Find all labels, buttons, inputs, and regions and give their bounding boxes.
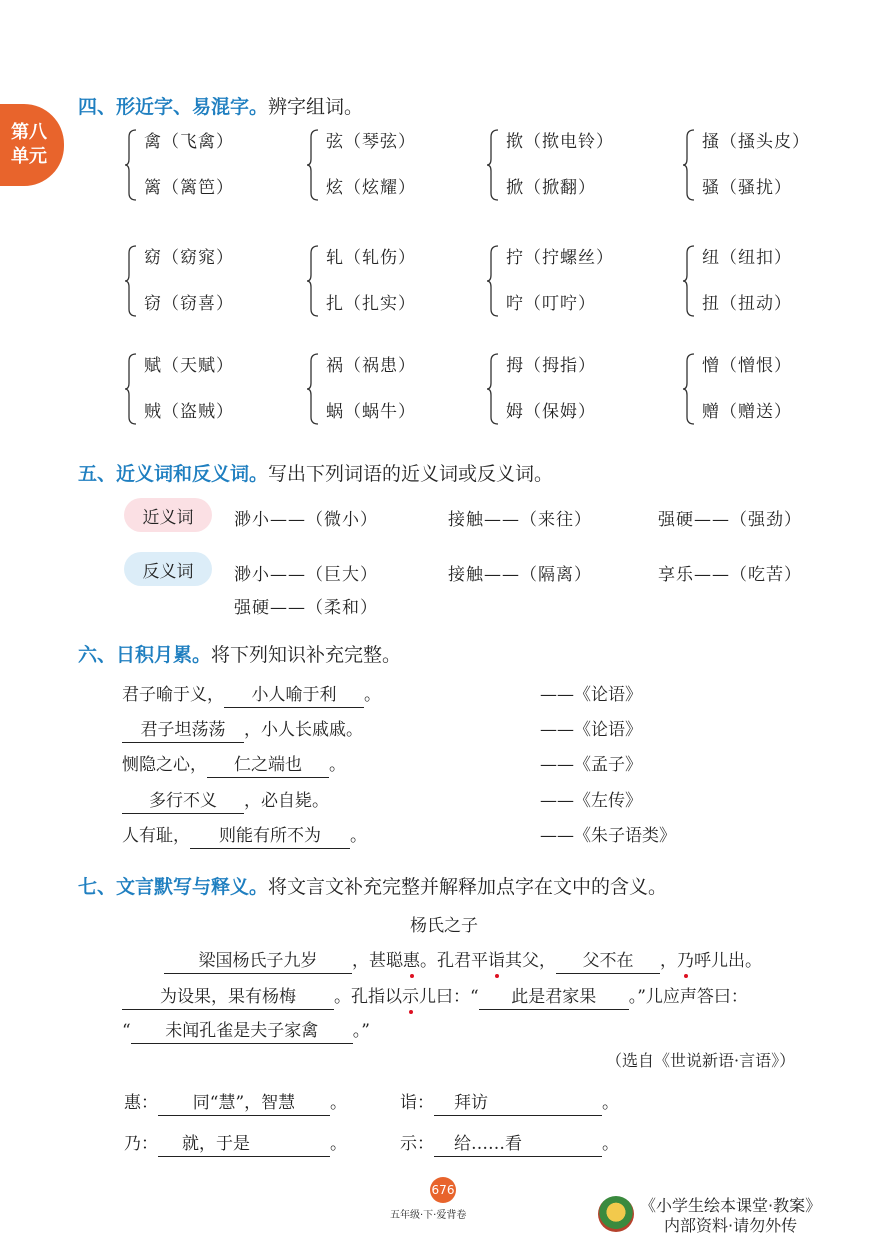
char-pair — [486, 243, 676, 323]
passage-source: （选自《世说新语·言语》） — [606, 1051, 796, 1070]
publisher-logo-icon — [598, 1196, 634, 1232]
page-number: 676 — [430, 1177, 456, 1203]
passage-text: 。”儿应声答曰： — [628, 987, 748, 1007]
quote-answer: 则能有所不为 — [190, 824, 350, 849]
section5-desc: 写出下列词语的近义词或反义词。 — [268, 463, 554, 485]
pair-bottom: 骚（骚扰） — [702, 178, 792, 198]
char-pair — [306, 127, 496, 207]
pair-top: 窈（窈窕） — [144, 248, 234, 268]
passage-text: ， — [660, 951, 677, 971]
passage-line-1 — [164, 946, 762, 974]
brace-icon — [682, 353, 696, 425]
passage-text: 其父， — [505, 951, 556, 971]
section6-heading: 六、日积月累。 — [78, 644, 212, 666]
section5-title — [78, 459, 553, 486]
passage-text: 儿曰：“ — [419, 987, 479, 1007]
section5-heading: 五、近义词和反义词。 — [78, 463, 269, 485]
pair-bottom: 窃（窃喜） — [144, 294, 234, 314]
brand-line-2: 内部资料·请勿外传 — [664, 1216, 798, 1235]
quote-answer: 仁之端也 — [207, 753, 329, 778]
definition-char: 示： — [400, 1134, 434, 1154]
pair-top: 憎（憎恨） — [702, 356, 792, 376]
definition-row — [124, 1088, 347, 1116]
section6-title — [78, 640, 401, 667]
definition-row — [400, 1088, 619, 1116]
char-pair — [682, 127, 872, 207]
quote-row — [122, 680, 381, 708]
brace-icon — [306, 353, 320, 425]
brace-icon — [486, 245, 500, 317]
passage-blank: 为设果，果有杨梅 — [122, 985, 334, 1010]
unit-tab — [0, 104, 64, 186]
pair-bottom: 赠（赠送） — [702, 402, 792, 422]
brace-icon — [306, 129, 320, 201]
quote-row — [122, 786, 329, 814]
antonym-item: 享乐——（吃苦） — [658, 565, 802, 585]
passage-title: 杨氏之子 — [410, 916, 478, 936]
section7-heading: 七、文言默写与释义。 — [78, 876, 269, 898]
brace-icon — [124, 129, 138, 201]
quote-answer: 小人喻于利 — [224, 683, 364, 708]
section7-title — [78, 872, 667, 899]
pair-top: 纽（纽扣） — [702, 248, 792, 268]
section4-title — [78, 92, 363, 119]
brand-line-1: 《小学生绘本课堂·教案》 — [640, 1196, 822, 1215]
quote-source: ——《左传》 — [540, 791, 642, 811]
passage-text: 。” — [352, 1021, 370, 1041]
definition-end: 。 — [602, 1134, 619, 1154]
grade-label: 五年级·下·爱背卷 — [390, 1210, 467, 1221]
antonym-item: 渺小——（巨大） — [234, 565, 378, 585]
quote-post: ，小人长戚戚。 — [244, 720, 363, 740]
synonym-tag: 近义词 — [124, 498, 212, 532]
passage-blank: 父不在 — [556, 949, 660, 974]
pair-top: 拧（拧螺丝） — [506, 248, 614, 268]
char-pair — [486, 127, 676, 207]
section7-desc: 将文言文补充完整并解释加点字在文中的含义。 — [268, 876, 668, 898]
definition-end: 。 — [330, 1134, 347, 1154]
dotted-char: 示 — [402, 982, 419, 1007]
section4-heading: 四、形近字、易混字。 — [78, 96, 269, 118]
passage-line-3 — [122, 1016, 370, 1044]
section4-desc: 辨字组词。 — [268, 96, 364, 118]
definition-end: 。 — [602, 1093, 619, 1113]
brace-icon — [124, 353, 138, 425]
quote-source: ——《朱子语类》 — [540, 826, 676, 846]
brace-icon — [486, 129, 500, 201]
quote-row — [122, 715, 363, 743]
definition-answer: 拜访 — [434, 1091, 602, 1116]
pair-bottom: 炫（炫耀） — [326, 178, 416, 198]
antonym-item: 强硬——（柔和） — [234, 598, 378, 618]
passage-text: 。孔君平 — [420, 951, 488, 971]
section6-desc: 将下列知识补充完整。 — [211, 644, 402, 666]
char-pair — [682, 351, 872, 431]
brace-icon — [124, 245, 138, 317]
definition-char: 乃： — [124, 1134, 158, 1154]
quote-source: ——《孟子》 — [540, 755, 642, 775]
definition-row — [124, 1129, 347, 1157]
pair-bottom: 掀（掀翻） — [506, 178, 596, 198]
quote-post: ，必自毙。 — [244, 791, 329, 811]
brace-icon — [486, 353, 500, 425]
pair-bottom: 姆（保姆） — [506, 402, 596, 422]
definition-answer: 同“慧”，智慧 — [158, 1091, 330, 1116]
pair-top: 弦（琴弦） — [326, 132, 416, 152]
quote-source: ——《论语》 — [540, 720, 642, 740]
synonym-item: 渺小——（微小） — [234, 510, 378, 530]
unit-tab-line2: 单元 — [11, 146, 47, 167]
quote-answer: 君子坦荡荡 — [122, 718, 244, 743]
quote-post: 。 — [350, 826, 367, 846]
char-pair — [124, 127, 314, 207]
quote-pre: 恻隐之心， — [122, 755, 207, 775]
pair-top: 赋（天赋） — [144, 356, 234, 376]
pair-top: 禽（飞禽） — [144, 132, 234, 152]
pair-top: 祸（祸患） — [326, 356, 416, 376]
char-pair — [306, 243, 496, 323]
definition-row — [400, 1129, 619, 1157]
pair-bottom: 蜗（蜗牛） — [326, 402, 416, 422]
passage-line-2 — [122, 982, 748, 1010]
pair-top: 揿（揿电铃） — [506, 132, 614, 152]
pair-bottom: 篱（篱笆） — [144, 178, 234, 198]
char-pair — [682, 243, 872, 323]
passage-text: 呼儿出。 — [694, 951, 762, 971]
quote-post: 。 — [329, 755, 346, 775]
pair-bottom: 扭（扭动） — [702, 294, 792, 314]
quote-row — [122, 821, 367, 849]
brace-icon — [682, 129, 696, 201]
brace-icon — [682, 245, 696, 317]
passage-blank: 未闻孔雀是夫子家禽 — [131, 1019, 353, 1044]
pair-bottom: 贼（盗贼） — [144, 402, 234, 422]
quote-pre: 人有耻， — [122, 826, 190, 846]
definition-char: 诣： — [400, 1093, 434, 1113]
passage-blank: 此是君家果 — [479, 985, 629, 1010]
quote-row — [122, 750, 346, 778]
dotted-char: 乃 — [677, 946, 694, 971]
synonym-item: 强硬——（强劲） — [658, 510, 802, 530]
antonym-item: 接触——（隔离） — [448, 565, 592, 585]
char-pair — [124, 243, 314, 323]
definition-answer: 就，于是 — [158, 1132, 330, 1157]
dotted-char: 惠 — [403, 946, 420, 971]
quote-post: 。 — [364, 685, 381, 705]
unit-tab-line1: 第八 — [11, 122, 47, 143]
passage-text: ，甚聪 — [352, 951, 403, 971]
passage-text: “ — [122, 1021, 131, 1041]
quote-answer: 多行不义 — [122, 789, 244, 814]
quote-pre: 君子喻于义， — [122, 685, 224, 705]
char-pair — [306, 351, 496, 431]
pair-bottom: 咛（叮咛） — [506, 294, 596, 314]
quote-source: ——《论语》 — [540, 685, 642, 705]
brace-icon — [306, 245, 320, 317]
pair-top: 搔（搔头皮） — [702, 132, 810, 152]
antonym-tag: 反义词 — [124, 552, 212, 586]
pair-top: 拇（拇指） — [506, 356, 596, 376]
passage-text: 。孔指以 — [334, 987, 402, 1007]
pair-bottom: 扎（扎实） — [326, 294, 416, 314]
pair-top: 轧（轧伤） — [326, 248, 416, 268]
synonym-item: 接触——（来往） — [448, 510, 592, 530]
passage-blank: 梁国杨氏子九岁 — [164, 949, 352, 974]
definition-char: 惠： — [124, 1093, 158, 1113]
dotted-char: 诣 — [488, 946, 505, 971]
definition-end: 。 — [330, 1093, 347, 1113]
definition-answer: 给……看 — [434, 1132, 602, 1157]
brand-block — [640, 1196, 821, 1236]
char-pair — [124, 351, 314, 431]
char-pair — [486, 351, 676, 431]
